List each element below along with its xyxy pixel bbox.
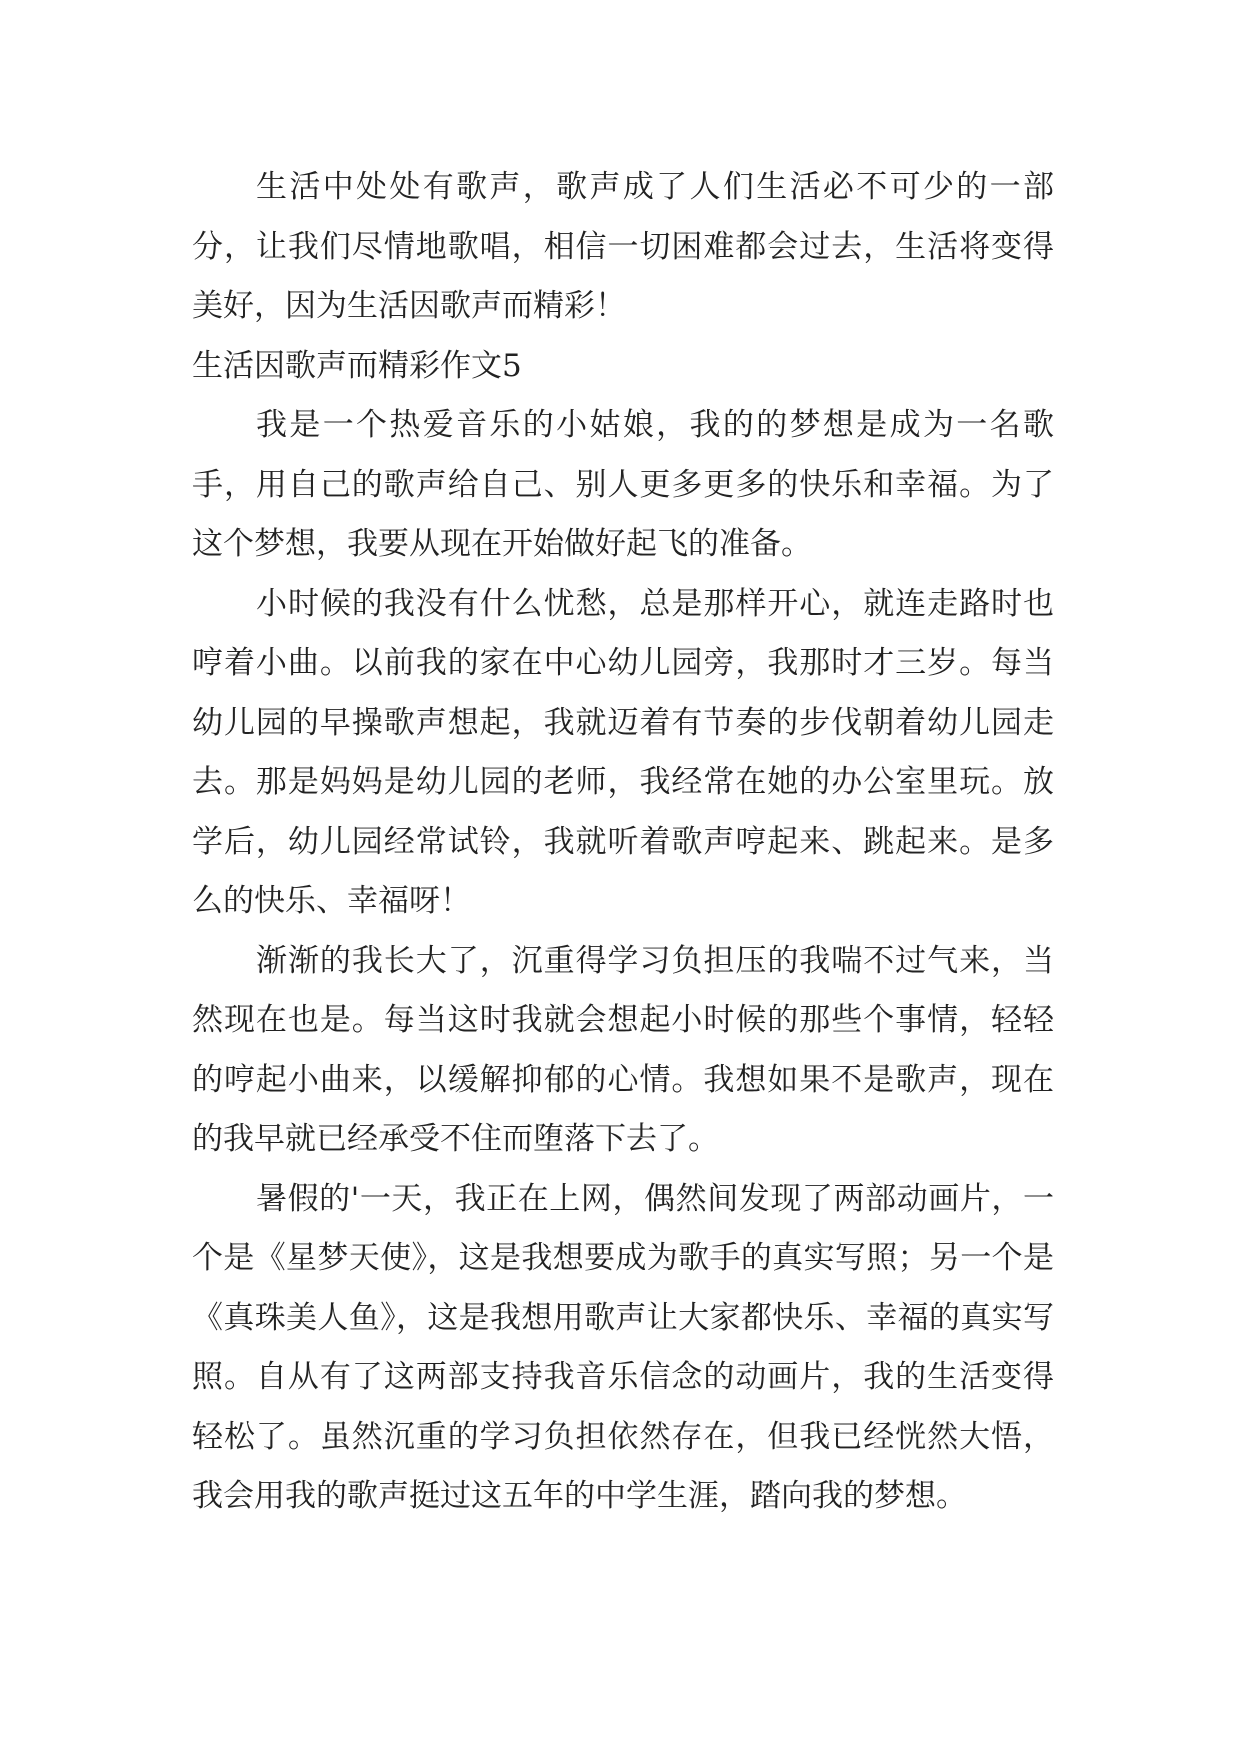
body-paragraph-1: 我是一个热爱音乐的小姑娘，我的的梦想是成为一名歌手，用自己的歌声给自己、别人更多更多的快乐和幸福。为了这个梦想，我要从现在开始做好起飞的准备。 xyxy=(192,407,1054,562)
body-paragraph-3: 渐渐的我长大了，沉重得学习负担压的我喘不过气来，当然现在也是。每当这时我就会想起小时候的那些个事情，轻轻的哼起小曲来，以缓解抑郁的心情。我想如果不是歌声，现在的我早就已经承受不住而堕落下去了。 xyxy=(192,942,1054,1157)
body-paragraph-4: 暑假的'一天，我正在上网，偶然间发现了两部动画片，一个是《星梦天使》，这是我想要成为歌手的真实写照；另一个是《真珠美人鱼》，这是我想用歌声让大家都快乐、幸福的真实写照。自从有了这两部支持我音乐信念的动画片，我的生活变得轻松了。虽然沉重的学习负担依然存在，但我已经恍然大悟，我会用我的歌声挺过这五年的中学生涯，踏向我的梦想。 xyxy=(192,1180,1054,1514)
body-paragraph-2: 小时候的我没有什么忧愁，总是那样开心，就连走路时也哼着小曲。以前我的家在中心幼儿园旁，我那时才三岁。每当幼儿园的早操歌声想起，我就迈着有节奏的步伐朝着幼儿园走去。那是妈妈是幼儿园的老师，我经常在她的办公室里玩。放学后，幼儿园经常试铃，我就听着歌声哼起来、跳起来。是多么的快乐、幸福呀！ xyxy=(192,585,1054,919)
intro-paragraph: 生活中处处有歌声，歌声成了人们生活必不可少的一部分，让我们尽情地歌唱，相信一切困难都会过去，生活将变得美好，因为生活因歌声而精彩！ xyxy=(192,169,1054,324)
document-page xyxy=(192,158,1054,1527)
section-title: 生活因歌声而精彩作文5 xyxy=(192,347,522,384)
